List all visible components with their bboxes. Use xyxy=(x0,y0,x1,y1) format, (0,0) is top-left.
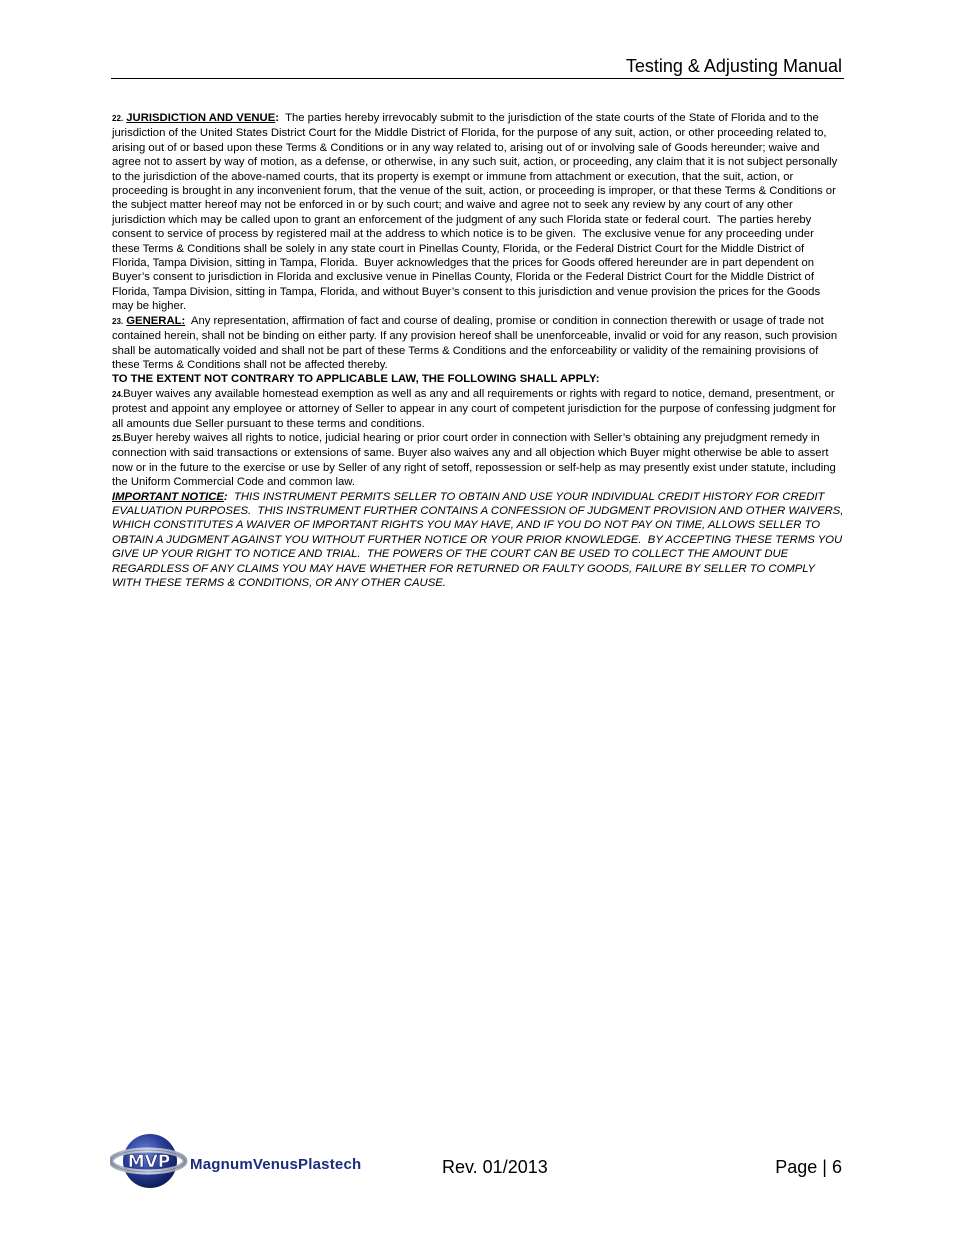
heading-colon: : xyxy=(275,112,279,124)
header-divider xyxy=(111,78,844,79)
section-number: 23. xyxy=(112,316,124,326)
notice-label: IMPORTANT NOTICE xyxy=(112,490,224,503)
section-body: Buyer waives any available homestead exemption as well as any and all requirements or rights with regard to notice, demand, presentment, or protest and appoint any employee or attorney of Seller to appear in any court of competent jurisdiction for the purpose of confessing judgment for all amounts due Seller pursuant to these terms and conditions. xyxy=(112,387,837,430)
section-25 xyxy=(112,431,844,490)
section-body: Buyer hereby waives all rights to notice, judicial hearing or prior court order in connection with Seller’s obtaining any prejudgment remedy in connection with said transactions or extensions of same. Buyer also waives any and all objection which Buyer might otherwise be able to assert now or in the future to the exercise or use by Seller of any right of setoff, repossession or self-help as may presently exist under statute, including the Uniform Commercial Code and common law. xyxy=(112,431,836,489)
section-heading: JURISDICTION AND VENUE xyxy=(126,112,276,124)
logo-initials: MVP xyxy=(127,1152,171,1172)
revision-label: Rev. 01/2013 xyxy=(442,1157,548,1177)
section-heading: GENERAL: xyxy=(126,314,186,327)
page-number: Page | 6 xyxy=(775,1157,842,1177)
company-logo xyxy=(110,1130,400,1192)
logo-brand-name: MagnumVenusPlastech xyxy=(190,1156,362,1173)
notice-colon: : xyxy=(223,490,228,503)
section-23 xyxy=(112,314,844,373)
document-header-title: Testing & Adjusting Manual xyxy=(625,56,842,76)
section-number: 24. xyxy=(112,389,124,399)
section-number: 22. xyxy=(112,114,124,123)
mvp-globe-icon xyxy=(110,1130,190,1192)
applicable-law-heading: TO THE EXTENT NOT CONTRARY TO APPLICABLE LAW, THE FOLLOWING SHALL APPLY: xyxy=(112,373,600,386)
section-number: 25. xyxy=(112,433,124,443)
terms-content xyxy=(112,111,847,590)
section-22 xyxy=(112,111,844,314)
section-body: Any representation, affirmation of fact and course of dealing, promise or condition in connection therewith or usage of trade not contained herein, shall not be binding on either party. If any provision hereof shall be unenforceable, invalid or void for any reason, such provision shall be automatically voided and shall not be part of these Terms & Conditions and the enforceability or validity of the remaining provisions of these Terms & Conditions shall not be affected thereby. xyxy=(112,314,841,371)
section-body: The parties hereby irrevocably submit to the jurisdiction of the state courts of the State of Florida and to the jurisdiction of the United States District Court for the Middle District of Florida, for the purpose of any suit, action, or other proceeding related to, arising out of or based upon these Terms & Conditions or in any way related to, arising out of or involving sale of Goods hereunder; waive and agree not to assert by way of motion, as a defense, or otherwise, in any such suit, action, or proceeding, any claim that it is not subject personally to the jurisdiction of the above-named courts, that its property is exempt or immune from attachment or execution, that the suit, action, or proceeding is brought in any inconvenient forum, that the venue of the suit, action, or proceeding is improper, or that these Terms & Conditions or the subject matter hereof may not be enforced in or by such court; and waive and agree not to seek any review by any court of any other jurisdiction which may be called upon to grant an enforcement of the judgment of any such Florida state or federal court. The parties hereby consent to service of process by registered mail at the address to which notice is to be given. The exclusive venue for any proceeding under these Terms & Conditions shall be solely in any state court in Pinellas County, Florida, or the Federal District Court for the Middle District of Florida, Tampa Division, sitting in Tampa, Florida. Buyer acknowledges that the prices for Goods offered hereunder are in part dependent on Buyer’s consent to jurisdiction in Florida and exclusive venue in Pinellas County, Florida or the Federal District Court for the Middle District of Florida, Tampa Division, sitting in Tampa, Florida, and without Buyer’s consent to this jurisdiction and venue provision the prices for the Goods may be higher. xyxy=(112,112,841,313)
important-notice xyxy=(112,490,847,591)
notice-body: THIS INSTRUMENT PERMITS SELLER TO OBTAIN AND USE YOUR INDIVIDUAL CREDIT HISTORY FOR CREDIT EVALUATION PURPOSES. THIS INSTRUMENT FURTHER CONTAINS A CONFESSION OF JUDGMENT PROVISION AND OTHER WAIVERS, WHICH CONSTITUTES A WAIVER OF IMPORTANT RIGHTS YOU MAY HAVE, AND IF YOU DO NOT PAY ON TIME, ALLOWS SELLER TO OBTAIN A JUDGMENT AGAINST YOU WITHOUT FURTHER NOTICE OR YOUR PRIOR KNOWLEDGE. BY ACCEPTING THESE TERMS YOU GIVE UP YOUR RIGHT TO NOTICE AND TRIAL. THE POWERS OF THE COURT CAN BE USED TO COLLECT THE AMOUNT DUE REGARDLESS OF ANY CLAIMS YOU MAY HAVE WHETHER FOR RETURNED OR FAULTY GOODS, FAILURE BY SELLER TO COMPLY WITH THESE TERMS & CONDITIONS, OR ANY OTHER CAUSE. xyxy=(112,490,847,589)
section-24 xyxy=(112,387,844,431)
